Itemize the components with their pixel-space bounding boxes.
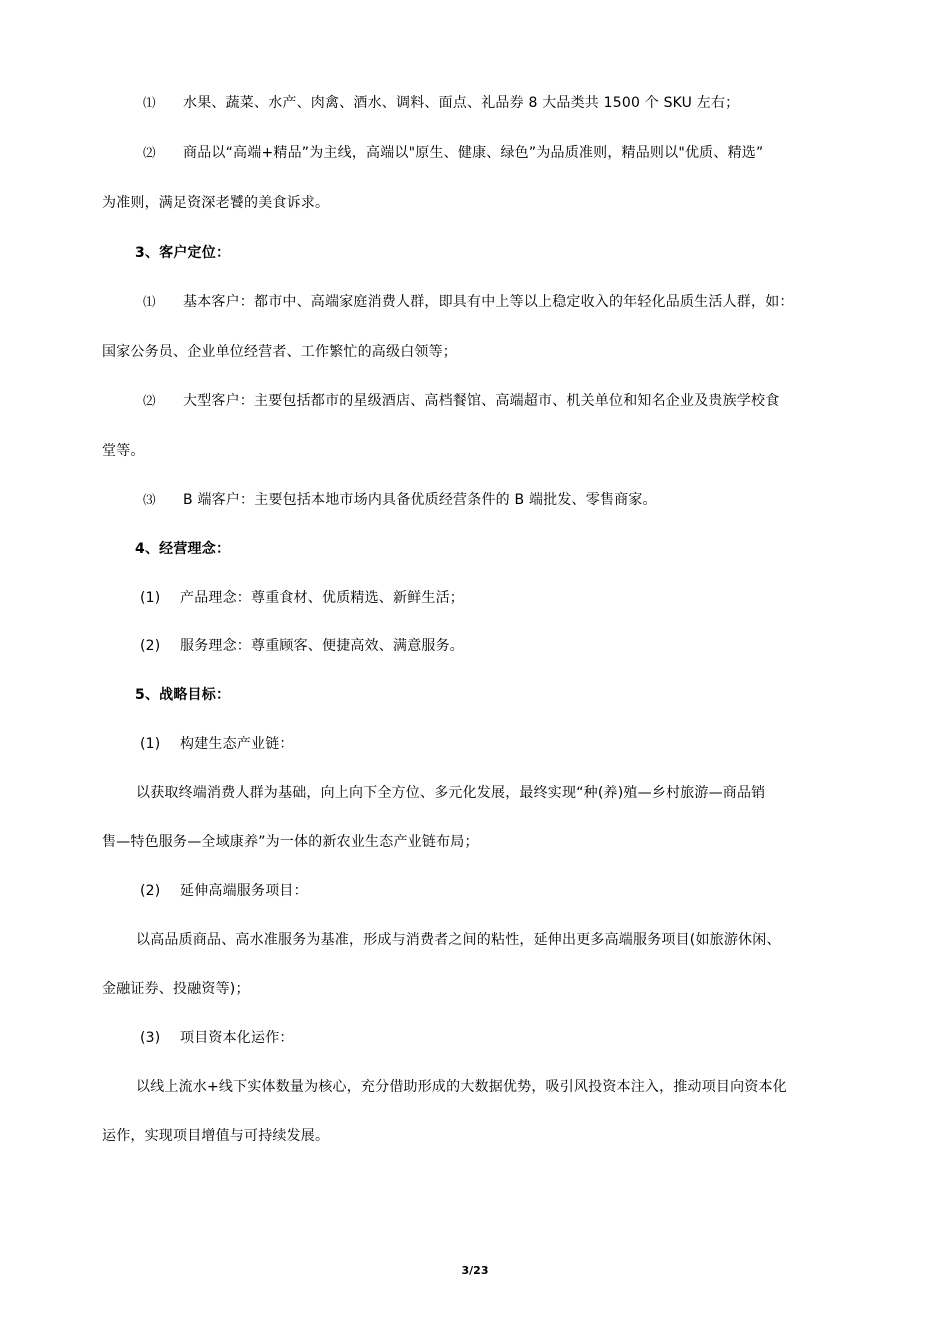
goal-item-2-body <box>136 930 781 950</box>
customer-item-1-continuation <box>102 342 457 362</box>
item-number: (3) <box>140 1030 161 1046</box>
goal-item-1-body <box>136 783 765 803</box>
goal-item-3-title <box>140 1028 294 1048</box>
item-number: ⑵ <box>143 393 156 408</box>
item-text: 水果、蔬菜、水产、肉禽、酒水、调料、面点、礼品券 8 大品类共 1500 个 SKU 左右； <box>183 95 740 111</box>
item-text: 以线上流水+线下实体数量为核心，充分借助形成的大数据优势，吸引风投资本注入，推动项目向资本化 <box>136 1079 787 1095</box>
item-text: 以高品质商品、高水准服务为基准，形成与消费者之间的粘性，延伸出更多高端服务项目(如旅游休闲、 <box>136 932 781 948</box>
item-number: (2) <box>140 883 161 899</box>
item-number: (1) <box>140 590 161 606</box>
goal-item-2-title <box>140 881 308 901</box>
item-number: ⑶ <box>143 492 156 507</box>
item-number: ⑴ <box>143 294 156 309</box>
item-number: (1) <box>140 736 161 752</box>
goal-item-1-body-continuation <box>102 832 479 852</box>
item-text: 金融证券、投融资等)； <box>102 981 250 997</box>
item-number: (2) <box>140 638 161 654</box>
goal-item-2-body-continuation <box>102 979 250 999</box>
section-3-heading: 3、客户定位： <box>135 245 231 261</box>
item-title: 构建生态产业链： <box>180 736 294 752</box>
customer-item-1 <box>143 292 794 312</box>
section-5-heading: 5、战略目标： <box>135 687 231 703</box>
item-text: 运作，实现项目增值与可持续发展。 <box>102 1128 330 1144</box>
item-text: 堂等。 <box>102 443 145 459</box>
section-4-heading: 4、经营理念： <box>135 541 231 557</box>
goal-item-3-body-continuation <box>102 1126 329 1146</box>
item-text: 以获取终端消费人群为基础，向上向下全方位、多元化发展，最终实现“种(养)殖—乡村旅游—商品销 <box>136 785 766 801</box>
customer-item-2-continuation <box>102 441 145 461</box>
goal-item-3-body <box>136 1077 787 1097</box>
item-text: 产品理念：尊重食材、优质精选、新鲜生活； <box>180 590 464 606</box>
product-item-2 <box>143 143 763 163</box>
item-text: B 端客户：主要包括本地市场内具备优质经营条件的 B 端批发、零售商家。 <box>183 492 657 508</box>
item-title: 延伸高端服务项目： <box>180 883 308 899</box>
item-number: ⑴ <box>143 95 156 110</box>
item-text: 基本客户：都市中、高端家庭消费人群，即具有中上等以上稳定收入的年轻化品质生活人群，如： <box>183 294 794 310</box>
item-text: 商品以“高端+精品”为主线，高端以"原生、健康、绿色”为品质准则，精品则以"优质、精选” <box>183 145 764 161</box>
product-item-1 <box>143 93 739 113</box>
item-text: 大型客户：主要包括都市的星级酒店、高档餐馆、高端超市、机关单位和知名企业及贵族学校食 <box>183 393 780 409</box>
product-item-2-continuation <box>102 193 329 213</box>
item-text: 国家公务员、企业单位经营者、工作繁忙的高级白领等； <box>102 344 457 360</box>
philosophy-item-1 <box>140 588 464 608</box>
page-number: 3/23 <box>461 1264 489 1277</box>
item-title: 项目资本化运作： <box>180 1030 294 1046</box>
philosophy-item-2 <box>140 636 464 656</box>
item-text: 售—特色服务—全域康养”为一体的新农业生态产业链布局； <box>102 834 479 850</box>
item-number: ⑵ <box>143 145 156 160</box>
item-text: 为准则，满足资深老饕的美食诉求。 <box>102 195 330 211</box>
goal-item-1-title <box>140 734 294 754</box>
customer-item-2 <box>143 391 779 411</box>
customer-item-3 <box>143 490 657 510</box>
item-text: 服务理念：尊重顾客、便捷高效、满意服务。 <box>180 638 464 654</box>
